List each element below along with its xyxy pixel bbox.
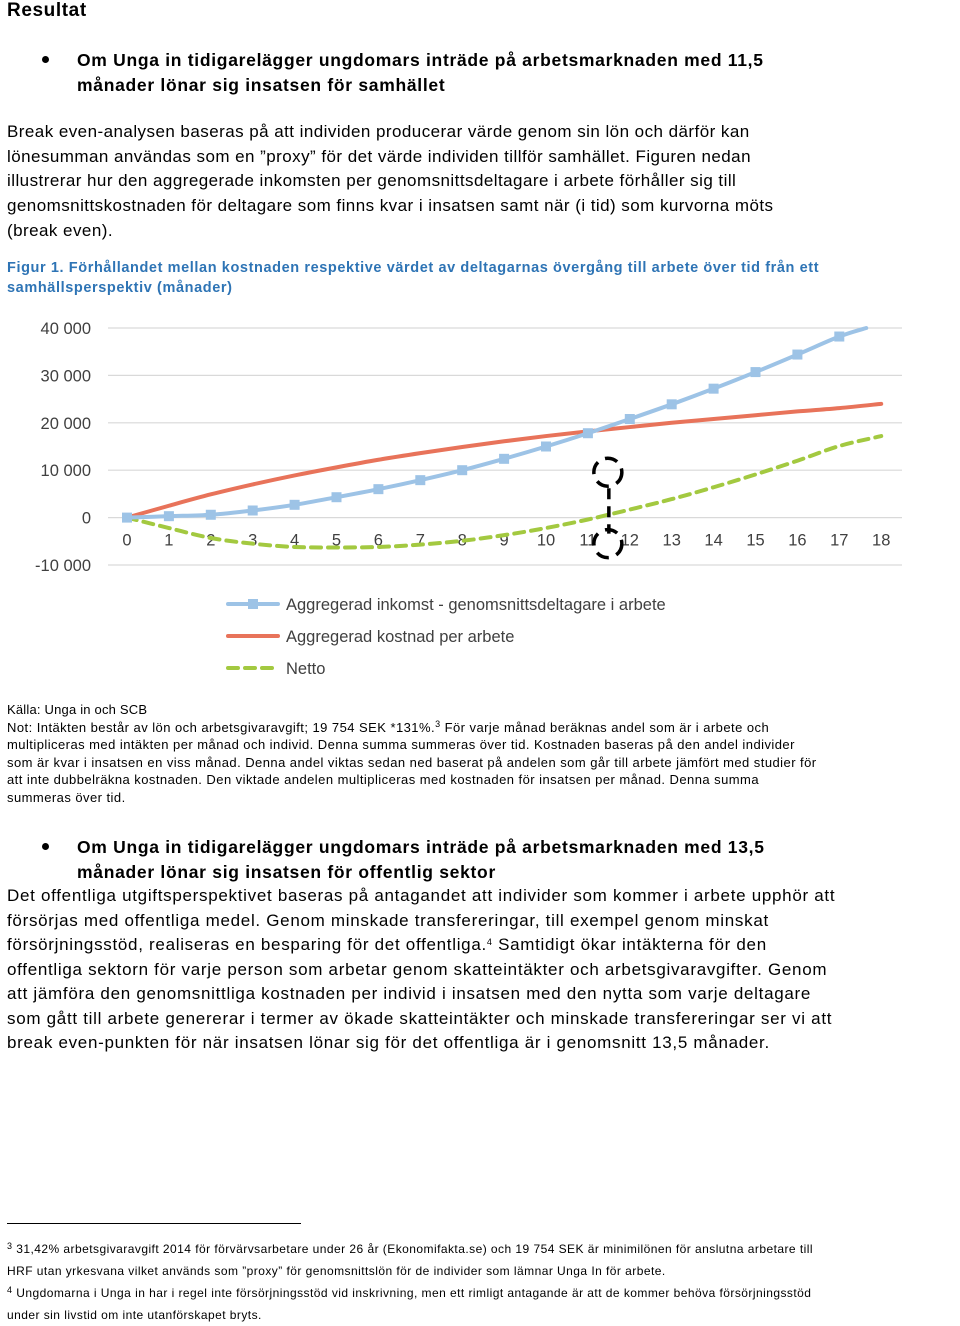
note-text: För varje månad beräknas andel som är i arbete och [440, 719, 770, 735]
footnote-number: 3 [7, 1241, 13, 1251]
note-text: att inte dubbelräkna kostnaden. Den viktade andelen multipliceras med kostnaden för insatsen per månad. Denna summa [7, 772, 759, 788]
text-line: som gått till arbete genererar i termer av ökade skatteintäkter och minskade transfereringar ser vi att [7, 1008, 833, 1028]
footnote-text: Ungdomarna i Unga in har i regel inte försörjningsstöd vid inskrivning, men ett rimligt antagande är att de kommer behöva försörjningsstöd [12, 1286, 812, 1300]
data-point [415, 475, 425, 485]
data-point [206, 510, 216, 520]
data-point [373, 484, 383, 494]
text-line: Break even-analysen baseras på att individen producerar värde genom sin lön och därför kan [7, 122, 750, 141]
x-tick-label: 11 [579, 531, 597, 550]
x-tick-label: 1 [164, 531, 174, 550]
note-text: multipliceras med intäkten per månad och individ. Denna summa summeras över tid. Kostnaden baseras på den andel individer [7, 737, 795, 753]
x-tick-label: 4 [290, 531, 300, 550]
x-tick-label: 15 [746, 531, 765, 550]
text-line: offentliga sektorn för varje person som arbetar genom skatteintäkter och arbetsgivaravgifter. Genom [7, 959, 828, 979]
footnote-text: HRF utan yrkesvana vilket används som ”proxy” för genomsnittslön för de individer som lämnar Unga In för arbete. [7, 1264, 666, 1278]
data-point [834, 332, 844, 342]
data-point [583, 428, 593, 438]
x-tick-label: 3 [248, 531, 258, 550]
data-point [457, 465, 467, 475]
x-tick-label: 7 [415, 531, 425, 550]
data-point [290, 500, 300, 510]
legend-label: Aggregerad inkomst - genomsnittsdeltagare i arbete [286, 596, 666, 614]
y-tick-label: 0 [81, 509, 91, 528]
x-tick-label: 13 [662, 531, 681, 550]
legend-label: Netto [286, 660, 326, 678]
source-note: Källa: Unga in och SCB [7, 702, 148, 717]
text-line: lönesumman användas som en ”proxy” för det värde individen tillför samhället. Figuren nedan [7, 146, 751, 166]
data-point [248, 505, 258, 515]
note-text: som är kvar i insatsen en viss månad. Denna andel viktas sedan ned baserat på andelen som går till arbete jämfört med studier för [7, 754, 817, 770]
figure-caption [7, 258, 957, 298]
footnote-number: 4 [7, 1285, 13, 1295]
data-point [667, 399, 677, 409]
legend-marker [248, 599, 258, 609]
x-tick-label: 2 [206, 531, 216, 550]
footnote-ref[interactable]: 4 [486, 937, 493, 947]
x-tick-label: 0 [122, 531, 132, 550]
text-line: Samtidigt ökar intäkterna för den [492, 935, 767, 954]
x-tick-label: 5 [331, 531, 342, 550]
data-point [625, 414, 635, 424]
break-even-circle-top [594, 458, 622, 486]
paragraph-break-even [7, 120, 957, 244]
break-even-circle-bottom [594, 530, 622, 558]
bullet-line: månader lönar sig insatsen för offentlig sektor [77, 862, 496, 882]
figure-caption-text: samhällsperspektiv (månader) [7, 280, 233, 296]
text-line: illustrerar hur den aggregerade inkomsten per genomsnittsdeltagare i arbete förhåller sig till [7, 171, 737, 191]
footnote-ref[interactable]: 3 [435, 718, 441, 729]
paragraph-public-sector [7, 884, 957, 1056]
bullet-line: Om Unga in tidigarelägger ungdomars inträde på arbetsmarknaden med 11,5 [77, 50, 764, 70]
legend-label: Aggregerad kostnad per arbete [286, 628, 515, 646]
x-tick-label: 18 [872, 531, 891, 550]
data-point [792, 350, 802, 360]
figure-label: Figur 1. [7, 260, 65, 276]
break-even-chart [0, 306, 960, 691]
note-text: Not: Intäkten består av lön och arbetsgivaravgift; 19 754 SEK *131%. [7, 719, 436, 735]
x-tick-label: 9 [499, 531, 509, 550]
text-line: (break even). [7, 220, 114, 240]
section-heading: Resultat [7, 0, 87, 21]
bullet-text [77, 835, 937, 885]
data-point [499, 454, 509, 464]
y-tick-label: 10 000 [40, 462, 91, 481]
bullet-text [77, 48, 937, 98]
x-tick-label: 10 [536, 531, 556, 550]
text-line: försörjas med offentliga medel. Genom minskade transfereringar, till exempel genom minskat [7, 910, 769, 930]
x-tick-label: 16 [788, 531, 807, 550]
footnote-text: 31,42% arbetsgivaravgift 2014 för förvärvsarbetare under 26 år (Ekonomifakta.se) och 19 754 SEK är minimilönen för anslutna arbetare till [12, 1242, 813, 1256]
y-tick-label: 20 000 [40, 414, 91, 433]
data-point [751, 367, 761, 377]
text-line: att jämföra den genomsnittliga kostnaden per individ i insatsen med den nytta som varje deltagare [7, 984, 812, 1003]
data-point [332, 492, 342, 502]
bullet-line: månader lönar sig insatsen för samhället [77, 75, 446, 95]
x-tick-label: 17 [830, 531, 849, 550]
footnotes [7, 1238, 959, 1326]
text-line: break even-punkten för när insatsen lönar sig för det offentliga är i genomsnitt 13,5 månader. [7, 1033, 770, 1052]
figure-caption-text: Förhållandet mellan kostnaden respektive värdet av deltagarnas övergång till arbete över tid från ett [64, 260, 820, 276]
x-tick-label: 12 [620, 531, 639, 550]
bullet-dot-icon [42, 843, 49, 850]
x-tick-label: 14 [704, 531, 723, 550]
data-point [164, 511, 174, 521]
data-point [541, 442, 551, 452]
text-line: försörjningsstöd, realiseras en besparing för det offentliga. [7, 935, 487, 954]
footnote-text: under sin livstid om inte utanförskapet bryts. [7, 1308, 262, 1322]
text-line: Det offentliga utgiftsperspektivet baseras på antagandet att individer som kommer i arbete upphör att [7, 886, 836, 905]
y-tick-label: 40 000 [40, 320, 91, 338]
footnote-separator [7, 1223, 301, 1224]
data-point [122, 513, 132, 523]
text-line: genomsnittskostnaden för deltagare som finns kvar i insatsen samt när (i tid) som kurvorna möts [7, 196, 774, 216]
y-tick-label: 30 000 [40, 367, 91, 386]
note-text: summeras över tid. [7, 789, 126, 805]
bullet-dot-icon [42, 56, 49, 63]
figure-notes [7, 701, 959, 807]
y-tick-label: -10 000 [35, 557, 91, 575]
data-point [709, 384, 719, 394]
x-tick-label: 6 [373, 531, 383, 550]
bullet-line: Om Unga in tidigarelägger ungdomars inträde på arbetsmarknaden med 13,5 [77, 837, 765, 857]
x-tick-label: 8 [457, 531, 467, 550]
